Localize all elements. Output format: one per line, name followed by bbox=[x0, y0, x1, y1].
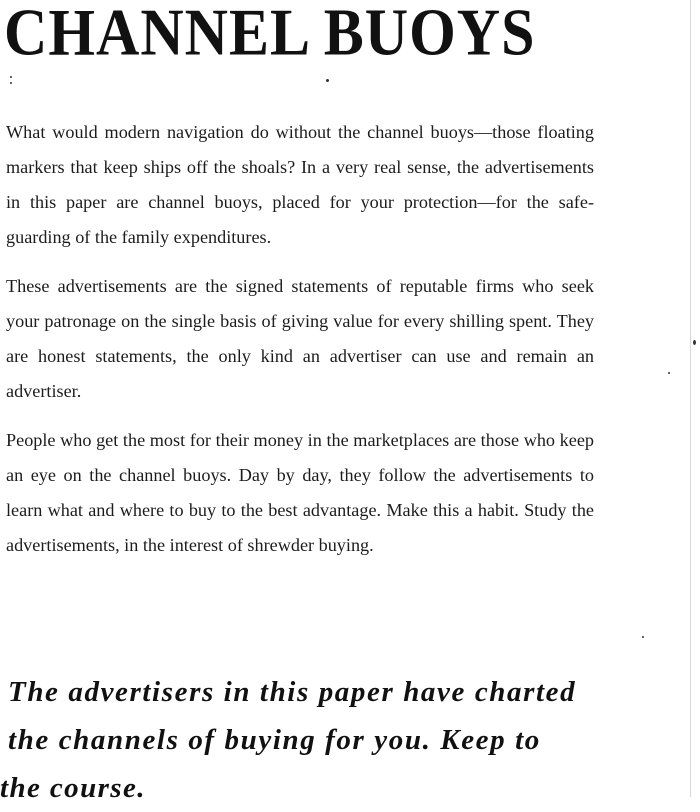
print-speck bbox=[326, 79, 329, 82]
article-body bbox=[6, 115, 594, 577]
paragraph-3: People who get the most for their money in the marketplaces are those who keep an eye on the channel buoys. Day by day, they follow the advertisements to learn what and where to buy to the best advantage. Make this a habit. Study the advertisements, in the interest of shrewder buying. bbox=[6, 430, 594, 555]
tagline-line-2: the channels of buying for you. Keep to bbox=[8, 724, 541, 756]
print-speck bbox=[668, 372, 670, 374]
closing-tagline bbox=[0, 668, 608, 812]
print-speck bbox=[693, 340, 696, 345]
column-rule bbox=[690, 0, 691, 797]
tagline-line-1: The advertisers in this paper have charted bbox=[8, 676, 577, 708]
paragraph-1: What would modern navigation do without the channel buoys—those floating markers that keep ships off the shoals? In a very real sense, the advertisements in this paper are channel buoys, placed for your protection—for the safeguarding of the family expenditures. bbox=[6, 122, 594, 247]
paragraph-2: These advertisements are the signed statements of reputable firms who seek your patronage on the single basis of giving value for every shilling spent. They are honest statements, the only kind an advertiser can use and remain an advertiser. bbox=[6, 276, 594, 401]
tagline-line-3: the course. bbox=[0, 772, 146, 804]
headline: CHANNEL BUOYS bbox=[4, 0, 536, 70]
print-speck bbox=[10, 82, 12, 84]
print-speck bbox=[642, 636, 644, 638]
print-speck bbox=[10, 76, 12, 78]
